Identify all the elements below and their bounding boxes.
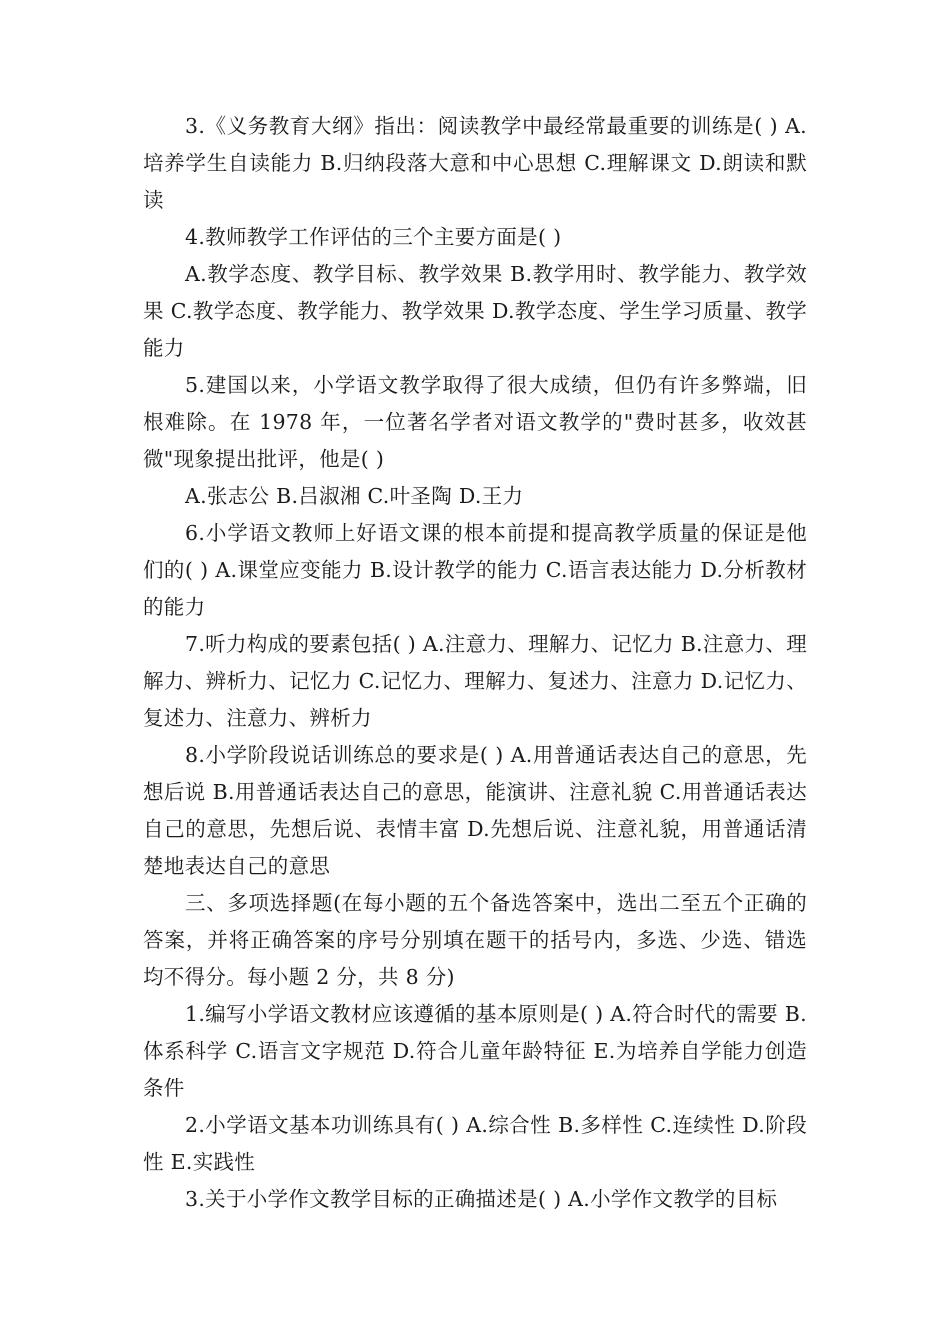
question-5-options: A.张志公 B.吕淑湘 C.叶圣陶 D.王力 (185, 484, 524, 508)
question-7-paragraph: 7.听力构成的要素包括( ) A.注意力、理解力、记忆力 B.注意力、理解力、辨析力、记忆力 C.记忆力、理解力、复述力、注意力 D.记忆力、复述力、注意力、辨析力 (143, 632, 807, 730)
question-8-paragraph: 8.小学阶段说话训练总的要求是( ) A.用普通话表达自己的意思，先想后说 B.用普通话表达自己的意思，能演讲、注意礼貌 C.用普通话表达自己的意思，先想后说、表情丰富 D.先想后说、注意礼貌，用普通话清楚地表达自己的意思 (143, 743, 807, 878)
question-4-stem: 4.教师教学工作评估的三个主要方面是( ) (185, 225, 562, 249)
question-3-paragraph: 3.《义务教育大纲》指出：阅读教学中最经常最重要的训练是( ) A.培养学生自读能力 B.归纳段落大意和中心思想 C.理解课文 D.朗读和默读 (143, 114, 807, 212)
section-3-heading: 三、多项选择题(在每小题的五个备选答案中，选出二至五个正确的答案，并将正确答案的序号分别填在题干的括号内，多选、少选、错选均不得分。每小题 2 分，共 8 分) (143, 891, 807, 989)
multi-question-2-paragraph: 2.小学语文基本功训练具有( ) A.综合性 B.多样性 C.连续性 D.阶段性 E.实践性 (143, 1113, 807, 1174)
question-5-paragraph: 5.建国以来，小学语文教学取得了很大成绩，但仍有许多弊端，旧根难除。在 1978 年，一位著名学者对语文教学的"费时甚多，收效甚微"现象提出批评，他是( ) (143, 373, 807, 471)
question-4-options: A.教学态度、教学目标、教学效果 B.教学用时、教学能力、教学效果 C.教学态度、教学能力、教学效果 D.教学态度、学生学习质量、教学能力 (143, 262, 807, 360)
document-body (143, 108, 807, 1218)
multi-question-3-paragraph: 3.关于小学作文教学目标的正确描述是( ) A.小学作文教学的目标 (185, 1187, 778, 1211)
question-6-paragraph: 6.小学语文教师上好语文课的根本前提和提高教学质量的保证是他们的( ) A.课堂应变能力 B.设计教学的能力 C.语言表达能力 D.分析教材的能力 (143, 521, 807, 619)
multi-question-1-paragraph: 1.编写小学语文教材应该遵循的基本原则是( ) A.符合时代的需要 B.体系科学 C.语言文字规范 D.符合儿童年龄特征 E.为培养自学能力创造条件 (143, 1002, 807, 1100)
